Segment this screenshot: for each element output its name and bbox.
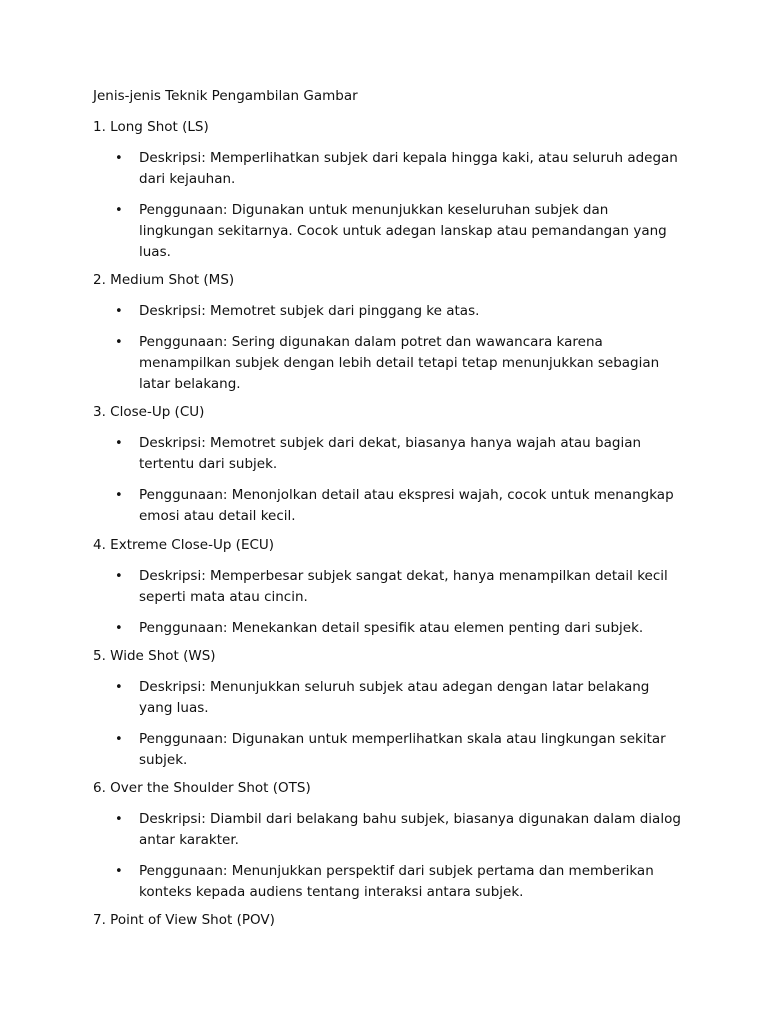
list-item — [115, 618, 684, 639]
list-item — [115, 809, 684, 851]
list-item-text: Deskripsi: Memperlihatkan subjek dari kepala hingga kaki, atau seluruh adegan dari kejauhan. — [139, 150, 678, 187]
section-heading: 3. Close-Up (CU) — [93, 404, 205, 420]
bullet-icon: • — [115, 203, 123, 218]
section-over-the-shoulder — [93, 778, 693, 903]
list-item-text: Deskripsi: Menunjukkan seluruh subjek atau adegan dengan latar belakang yang luas. — [139, 679, 650, 716]
bullet-icon: • — [115, 812, 123, 827]
section-close-up — [93, 402, 693, 527]
list-item — [115, 332, 684, 395]
list-item — [115, 677, 684, 719]
bullet-icon: • — [115, 569, 123, 584]
bullet-icon: • — [115, 732, 123, 747]
section-point-of-view — [93, 910, 693, 930]
bullet-icon: • — [115, 151, 123, 166]
bullet-icon: • — [115, 680, 123, 695]
list-item — [115, 566, 684, 608]
bullet-icon: • — [115, 436, 123, 451]
section-wide-shot — [93, 646, 693, 771]
section-heading: 5. Wide Shot (WS) — [93, 648, 216, 664]
list-item-text: Deskripsi: Memperbesar subjek sangat dekat, hanya menampilkan detail kecil seperti mata atau cincin. — [139, 568, 668, 605]
document-title: Jenis-jenis Teknik Pengambilan Gambar — [93, 88, 358, 104]
section-medium-shot — [93, 270, 693, 395]
list-item-text: Penggunaan: Menonjolkan detail atau ekspresi wajah, cocok untuk menangkap emosi atau detail kecil. — [139, 487, 674, 524]
list-item-text: Penggunaan: Menekankan detail spesifik atau elemen penting dari subjek. — [139, 620, 644, 636]
bullet-icon: • — [115, 864, 123, 879]
list-item-text: Penggunaan: Digunakan untuk memperlihatkan skala atau lingkungan sekitar subjek. — [139, 731, 666, 768]
section-long-shot — [93, 117, 693, 263]
bullet-icon: • — [115, 488, 123, 503]
list-item — [115, 433, 684, 475]
section-heading: 4. Extreme Close-Up (ECU) — [93, 537, 275, 553]
list-item — [115, 301, 684, 322]
section-extreme-close-up — [93, 535, 693, 639]
list-item-text: Deskripsi: Memotret subjek dari pinggang ke atas. — [139, 303, 480, 319]
list-item — [115, 148, 684, 190]
section-heading: 6. Over the Shoulder Shot (OTS) — [93, 780, 311, 796]
list-item-text: Penggunaan: Sering digunakan dalam potret dan wawancara karena menampilkan subjek dengan lebih detail tetapi tetap menunjukkan sebagian latar belakang. — [139, 334, 660, 392]
list-item-text: Penggunaan: Digunakan untuk menunjukkan keseluruhan subjek dan lingkungan sekitarnya. Cocok untuk adegan lanskap atau pemandangan yang luas. — [139, 202, 667, 260]
section-heading: 7. Point of View Shot (POV) — [93, 912, 275, 928]
list-item — [115, 200, 684, 263]
list-item-text: Deskripsi: Diambil dari belakang bahu subjek, biasanya digunakan dalam dialog antar karakter. — [139, 811, 681, 848]
list-item-text: Deskripsi: Memotret subjek dari dekat, biasanya hanya wajah atau bagian tertentu dari subjek. — [139, 435, 642, 472]
list-item — [115, 861, 684, 903]
bullet-icon: • — [115, 335, 123, 350]
bullet-icon: • — [115, 621, 123, 636]
list-item — [115, 485, 684, 527]
bullet-icon: • — [115, 304, 123, 319]
list-item — [115, 729, 684, 771]
section-heading: 1. Long Shot (LS) — [93, 119, 209, 135]
section-heading: 2. Medium Shot (MS) — [93, 272, 235, 288]
list-item-text: Penggunaan: Menunjukkan perspektif dari subjek pertama dan memberikan konteks kepada audiens tentang interaksi antara subjek. — [139, 863, 654, 900]
